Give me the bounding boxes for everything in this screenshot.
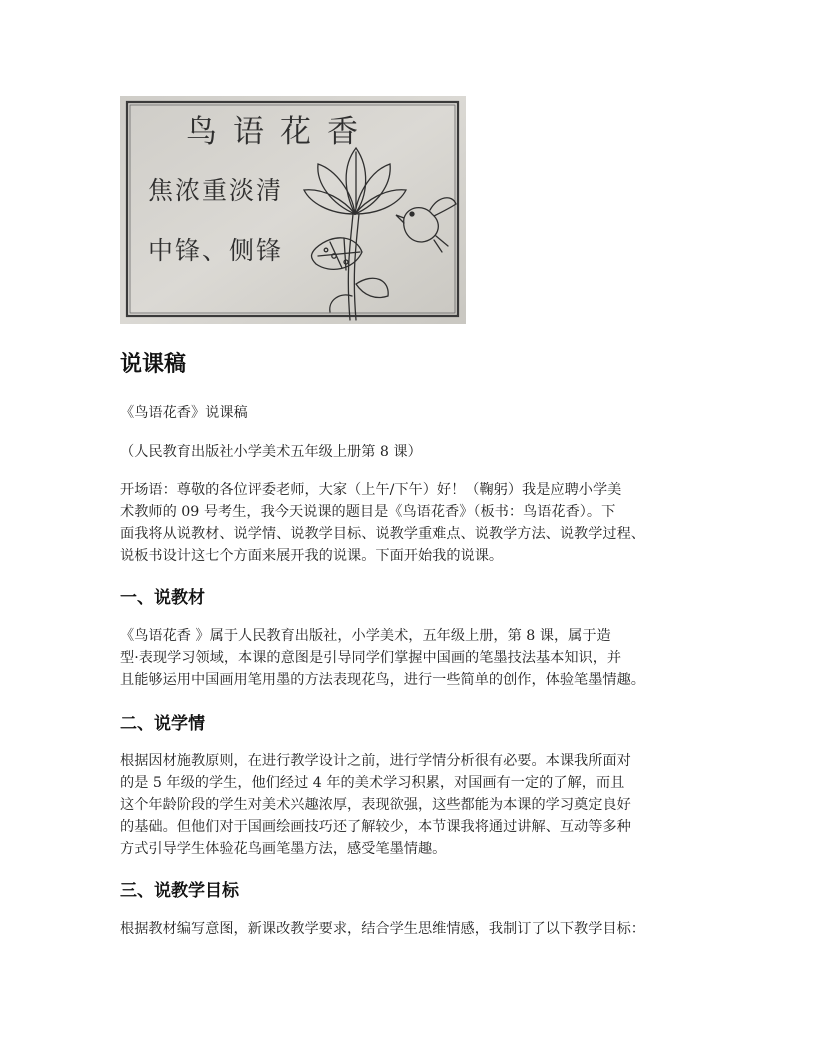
caption-brush-types: 中锋、侧锋 bbox=[148, 236, 284, 265]
students-paragraph bbox=[120, 750, 631, 860]
lesson-subtitle: 《鸟语花香》说课稿 bbox=[120, 405, 248, 421]
blackboard-sketch-photo bbox=[120, 96, 466, 324]
caption-title: 鸟语花香 bbox=[186, 114, 374, 150]
paragraph-line: 方式引导学生体验花鸟画笔墨方法，感受笔墨情趣。 bbox=[120, 841, 447, 857]
intro-line: 术教师的 09 号考生，我今天说课的题目是《鸟语花香》（板书：鸟语花香）。下 bbox=[120, 504, 616, 520]
paragraph-line: 的是 5 年级的学生，他们经过 4 年的美术学习积累，对国画有一定的了解，而且 bbox=[120, 775, 625, 791]
page-title: 说课稿 bbox=[120, 352, 187, 377]
paragraph-line: 这个年龄阶段的学生对美术兴趣浓厚，表现欲强，这些都能为本课的学习奠定良好 bbox=[120, 797, 631, 813]
objectives-paragraph bbox=[120, 918, 645, 940]
paragraph-line: 型·表现学习领域，本课的意图是引导同学们掌握中国画的笔墨技法基本知识，并 bbox=[120, 650, 622, 666]
caption-ink-tones: 焦浓重淡清 bbox=[148, 176, 284, 205]
section-heading-textbook: 一、说教材 bbox=[120, 588, 205, 608]
intro-line: 说板书设计这七个方面来展开我的说课。下面开始我的说课。 bbox=[120, 548, 504, 564]
intro-paragraph bbox=[120, 479, 645, 567]
textbook-paragraph bbox=[120, 625, 645, 691]
section-heading-objectives: 三、说教学目标 bbox=[120, 881, 239, 901]
paragraph-line: 根据教材编写意图，新课改教学要求，结合学生思维情感，我制订了以下教学目标： bbox=[120, 921, 645, 937]
source-note: （人民教育出版社小学美术五年级上册第 8 课） bbox=[120, 444, 422, 460]
section-heading-students: 二、说学情 bbox=[120, 714, 205, 734]
intro-line: 开场语：尊敬的各位评委老师，大家（上午/下午）好！（鞠躬）我是应聘小学美 bbox=[120, 482, 622, 498]
intro-line: 面我将从说教材、说学情、说教学目标、说教学重难点、说教学方法、说教学过程、 bbox=[120, 526, 645, 542]
paragraph-line: 的基础。但他们对于国画绘画技巧还了解较少，本节课我将通过讲解、互动等多种 bbox=[120, 819, 631, 835]
paragraph-line: 根据因材施教原则，在进行教学设计之前，进行学情分析很有必要。本课我所面对 bbox=[120, 753, 631, 769]
paragraph-line: 《鸟语花香 》属于人民教育出版社，小学美术，五年级上册，第 8 课，属于造 bbox=[120, 628, 611, 644]
paragraph-line: 且能够运用中国画用笔用墨的方法表现花鸟，进行一些简单的创作，体验笔墨情趣。 bbox=[120, 672, 645, 688]
